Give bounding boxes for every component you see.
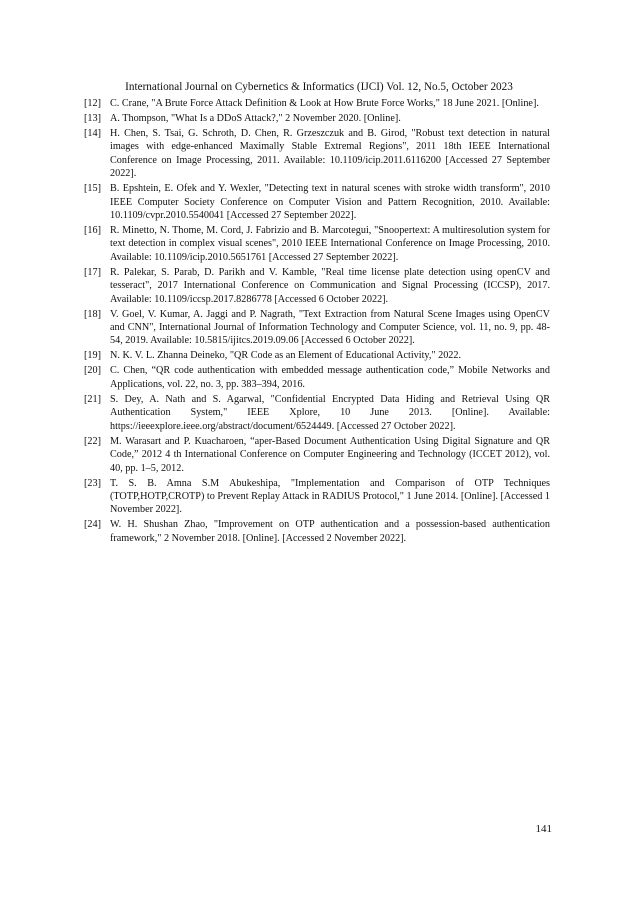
reference-number: [20]	[84, 365, 101, 377]
reference-item	[84, 364, 550, 391]
reference-text: W. H. Shushan Zhao, "Improvement on OTP authentication and a possession-based authentication framework," 2 November 2018. [Online]. [Accessed 2 November 2022].	[110, 519, 550, 544]
reference-item	[84, 393, 550, 433]
reference-item	[84, 435, 550, 475]
reference-text: C. Chen, “QR code authentication with embedded message authentication code,” Mobile Networks and Applications, vol. 22, no. 3, pp. 383–394, 2016.	[110, 365, 550, 390]
reference-item	[84, 266, 550, 306]
reference-text: V. Goel, V. Kumar, A. Jaggi and P. Nagrath, "Text Extraction from Natural Scene Images using OpenCV and CNN", International Journal of Information Technology and Computer Science, vol. 11, no. 9, pp. 48-54, 2019. Available: 10.5815/ijitcs.2019.09.06 [Accessed 6 October 2022].	[110, 308, 550, 347]
reference-number: [23]	[84, 477, 101, 489]
reference-number: [13]	[84, 113, 101, 124]
reference-item	[84, 97, 550, 110]
reference-number: [19]	[84, 350, 101, 362]
reference-text: H. Chen, S. Tsai, G. Schroth, D. Chen, R. Grzeszczuk and B. Girod, "Robust text detection in natural images with edge-enhanced Maximally Stable Extremal Regions", 2011 18th IEEE International Conference on Image Processing, 2011. Available: 10.1109/icip.2011.6116200 [Accessed 27 September 2022].	[110, 128, 550, 180]
reference-text: N. K. V. L. Zhanna Deineko, "QR Code as an Element of Educational Activity," 2022.	[110, 350, 462, 362]
reference-item	[84, 224, 550, 264]
reference-number: [24]	[84, 519, 101, 531]
reference-item	[84, 477, 550, 517]
reference-text: R. Minetto, N. Thome, M. Cord, J. Fabrizio and B. Marcotegui, "Snoopertext: A multiresolution system for text detection in complex visual scenes", 2010 IEEE International Conference on Image Processing, 2010. Available: 10.1109/icip.2010.5651761 [Accessed 27 September 2022].	[110, 225, 550, 263]
reference-number: [15]	[84, 183, 101, 195]
reference-number: [21]	[84, 393, 101, 405]
reference-item	[84, 349, 550, 362]
reference-item	[84, 308, 550, 348]
reference-number: [17]	[84, 266, 101, 278]
reference-item	[84, 518, 550, 545]
reference-text: B. Epshtein, E. Ofek and Y. Wexler, "Detecting text in natural scenes with stroke width transform", 2010 IEEE Computer Society Conference on Computer Vision and Pattern Recognition, 2010. Available: 10.1109/cvpr.2010.5540041 [Accessed 27 September 2022].	[110, 183, 550, 222]
reference-item	[84, 127, 550, 181]
reference-number: [16]	[84, 225, 101, 237]
reference-text: A. Thompson, "What Is a DDoS Attack?," 2 November 2020. [Online].	[110, 113, 401, 124]
reference-text: M. Warasart and P. Kuacharoen, “aper-Based Document Authentication Using Digital Signature and QR Code,” 2012 4 th International Conference on Computer Engineering and Technology (ICCET 2012), vol. 40, pp. 1–5, 2012.	[110, 435, 550, 474]
page-number: 141	[535, 823, 552, 835]
reference-text: C. Crane, "A Brute Force Attack Definition & Look at How Brute Force Works," 18 June 2021. [Online].	[110, 98, 539, 109]
reference-text: T. S. B. Amna S.M Abukeshipa, "Implementation and Comparison of OTP Techniques (TOTP,HOTP,CROTP) to Prevent Replay Attack in RADIUS Protocol," 1 June 2014. [Online]. [Accessed 1 November 2022].	[110, 477, 550, 516]
reference-list	[84, 97, 550, 547]
reference-number: [22]	[84, 435, 101, 447]
reference-item	[84, 182, 550, 222]
reference-number: [12]	[84, 98, 101, 109]
running-header: International Journal on Cybernetics & Informatics (IJCI) Vol. 12, No.5, October 2023	[125, 81, 513, 93]
reference-item	[84, 112, 550, 125]
reference-number: [18]	[84, 308, 101, 320]
reference-number: [14]	[84, 128, 101, 139]
reference-text: R. Palekar, S. Parab, D. Parikh and V. Kamble, "Real time license plate detection using openCV and tesseract", 2017 International Conference on Communication and Signal Processing (ICCSP), 2017. Available: 10.1109/iccsp.2017.8286778 [Accessed 6 October 2022].	[110, 266, 550, 305]
reference-text: S. Dey, A. Nath and S. Agarwal, "Confidential Encrypted Data Hiding and Retrieval Using QR Authentication System," IEEE Xplore, 10 June 2013. [Online]. Available: https://ieeexplore.ieee.org/abstract/document/6524449. [Accessed 27 October 2022].	[110, 393, 550, 432]
